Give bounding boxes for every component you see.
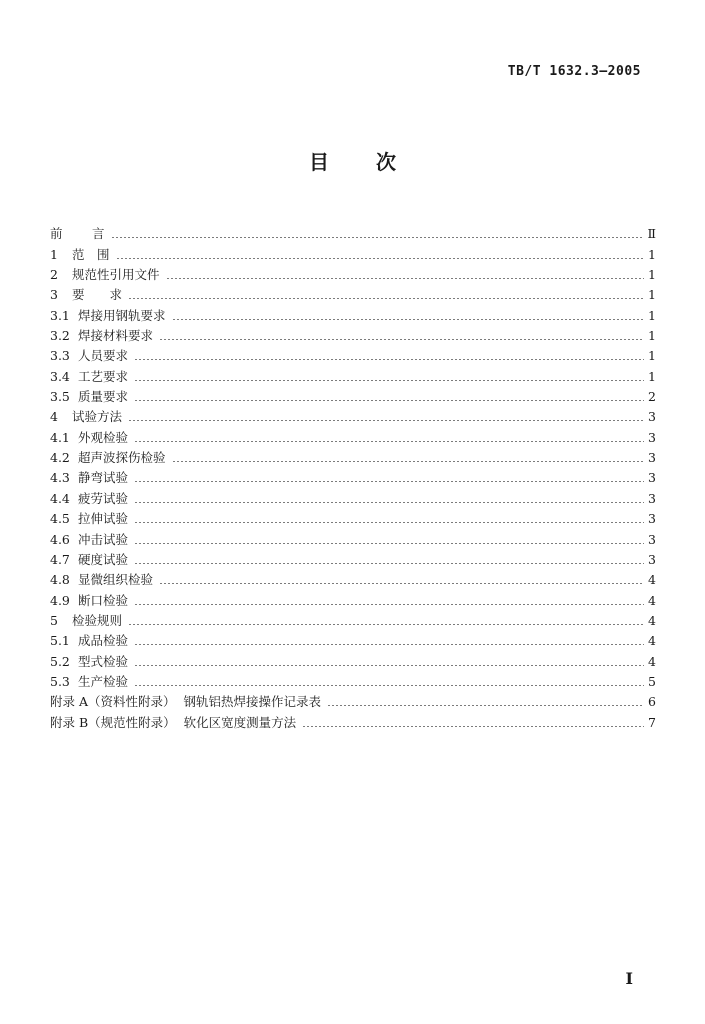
toc-entry-number: 5.3 bbox=[50, 673, 70, 689]
dot-leader bbox=[128, 624, 644, 625]
toc-entry-page: 1 bbox=[648, 348, 656, 364]
toc-entry[interactable] bbox=[50, 446, 656, 466]
toc-entry[interactable] bbox=[50, 425, 656, 445]
toc-entry-page: 2 bbox=[648, 389, 656, 405]
toc-entry-number: 3 bbox=[50, 287, 58, 303]
toc-entry-number: 3.3 bbox=[50, 348, 70, 364]
dot-leader bbox=[159, 583, 644, 584]
toc-entry[interactable] bbox=[50, 283, 656, 303]
toc-entry[interactable] bbox=[50, 568, 656, 588]
dot-leader bbox=[134, 604, 644, 605]
toc-entry-page: 1 bbox=[648, 328, 656, 344]
toc-entry-label: 言 bbox=[92, 226, 105, 242]
toc-entry[interactable] bbox=[50, 649, 656, 669]
toc-entry-page: Ⅱ bbox=[647, 226, 656, 242]
toc-entry[interactable] bbox=[50, 670, 656, 690]
toc-entry[interactable] bbox=[50, 629, 656, 649]
toc-entry-label: 硬度试验 bbox=[78, 551, 129, 567]
toc-entry-page: 1 bbox=[648, 246, 656, 262]
toc-entry-label: 冲击试验 bbox=[78, 531, 129, 547]
toc-entry-label: 试验方法 bbox=[72, 409, 123, 425]
toc-entry-label: 显微组织检验 bbox=[78, 572, 154, 588]
toc-entry[interactable] bbox=[50, 710, 656, 730]
dot-leader bbox=[134, 481, 644, 482]
dot-leader bbox=[134, 441, 644, 442]
document-id: TB/T 1632.3—2005 bbox=[507, 64, 641, 79]
dot-leader bbox=[172, 319, 644, 320]
toc-entry-number: 附录 B（规范性附录） bbox=[50, 714, 176, 730]
toc-entry-label: 拉伸试验 bbox=[78, 511, 129, 527]
dot-leader bbox=[134, 685, 644, 686]
dot-leader bbox=[134, 400, 644, 401]
toc-entry-page: 1 bbox=[648, 287, 656, 303]
toc-entry-number: 4.6 bbox=[50, 531, 70, 547]
toc-entry-label: 软化区宽度测量方法 bbox=[183, 714, 297, 730]
table-of-contents bbox=[50, 222, 656, 731]
toc-entry[interactable] bbox=[50, 303, 656, 323]
dot-leader bbox=[302, 726, 644, 727]
toc-entry-number: 4.5 bbox=[50, 511, 70, 527]
page-title bbox=[0, 146, 705, 175]
toc-entry-label: 规范性引用文件 bbox=[72, 267, 160, 283]
toc-entry-number: 3.1 bbox=[50, 307, 70, 323]
toc-entry-label: 人员要求 bbox=[78, 348, 129, 364]
toc-entry[interactable] bbox=[50, 527, 656, 547]
toc-entry[interactable] bbox=[50, 466, 656, 486]
toc-entry-number: 3.2 bbox=[50, 328, 70, 344]
toc-entry-label: 断口检验 bbox=[78, 592, 129, 608]
toc-entry[interactable] bbox=[50, 405, 656, 425]
toc-entry[interactable] bbox=[50, 486, 656, 506]
toc-entry-number: 1 bbox=[50, 246, 58, 262]
toc-entry-label: 范 围 bbox=[72, 246, 110, 262]
toc-entry-label: 焊接材料要求 bbox=[78, 328, 154, 344]
toc-entry[interactable] bbox=[50, 344, 656, 364]
toc-entry-number: 4.2 bbox=[50, 450, 70, 466]
toc-entry-number: 前 bbox=[50, 226, 63, 242]
page-number: I bbox=[625, 969, 633, 988]
toc-entry-number: 4.3 bbox=[50, 470, 70, 486]
toc-entry[interactable] bbox=[50, 690, 656, 710]
toc-entry-label: 静弯试验 bbox=[78, 470, 129, 486]
toc-entry-number: 2 bbox=[50, 267, 58, 283]
toc-entry-number: 5.1 bbox=[50, 633, 70, 649]
toc-entry[interactable] bbox=[50, 507, 656, 527]
toc-entry-number: 3.5 bbox=[50, 389, 70, 405]
toc-entry[interactable] bbox=[50, 242, 656, 262]
dot-leader bbox=[327, 705, 644, 706]
toc-entry[interactable] bbox=[50, 324, 656, 344]
dot-leader bbox=[134, 502, 644, 503]
toc-entry-page: 3 bbox=[648, 490, 656, 506]
toc-entry-label: 工艺要求 bbox=[78, 368, 129, 384]
toc-entry-number: 4.1 bbox=[50, 429, 70, 445]
toc-entry-label: 疲劳试验 bbox=[78, 490, 129, 506]
toc-entry-number: 3.4 bbox=[50, 368, 70, 384]
toc-entry-page: 3 bbox=[648, 409, 656, 425]
toc-entry-number: 4 bbox=[50, 409, 58, 425]
dot-leader bbox=[116, 258, 644, 259]
toc-entry-page: 4 bbox=[648, 592, 656, 608]
toc-entry-page: 1 bbox=[648, 267, 656, 283]
toc-entry-page: 3 bbox=[648, 470, 656, 486]
toc-entry-label: 超声波探伤检验 bbox=[78, 450, 166, 466]
dot-leader bbox=[159, 339, 644, 340]
toc-entry-page: 4 bbox=[648, 572, 656, 588]
dot-leader bbox=[128, 298, 644, 299]
toc-entry-page: 6 bbox=[648, 694, 656, 710]
toc-entry-label: 生产检验 bbox=[78, 673, 129, 689]
toc-entry-page: 4 bbox=[648, 653, 656, 669]
toc-entry[interactable] bbox=[50, 263, 656, 283]
toc-entry-page: 1 bbox=[648, 307, 656, 323]
toc-entry-number: 5 bbox=[50, 612, 58, 628]
toc-entry-number: 4.4 bbox=[50, 490, 70, 506]
dot-leader bbox=[166, 278, 644, 279]
toc-entry-page: 4 bbox=[648, 633, 656, 649]
toc-entry[interactable] bbox=[50, 385, 656, 405]
toc-entry-label: 成品检验 bbox=[78, 633, 129, 649]
dot-leader bbox=[134, 665, 644, 666]
toc-entry[interactable] bbox=[50, 548, 656, 568]
toc-entry-number: 4.9 bbox=[50, 592, 70, 608]
toc-entry-label: 外观检验 bbox=[78, 429, 129, 445]
toc-entry-page: 4 bbox=[648, 612, 656, 628]
toc-entry-label: 检验规则 bbox=[72, 612, 123, 628]
toc-entry[interactable] bbox=[50, 609, 656, 629]
title-char-1: 目 bbox=[309, 150, 330, 174]
dot-leader bbox=[128, 420, 644, 421]
toc-entry-label: 钢轨铝热焊接操作记录表 bbox=[183, 694, 322, 710]
toc-entry-page: 3 bbox=[648, 511, 656, 527]
toc-entry-page: 7 bbox=[648, 714, 656, 730]
toc-entry-label: 焊接用钢轨要求 bbox=[78, 307, 166, 323]
toc-entry-page: 3 bbox=[648, 531, 656, 547]
toc-entry[interactable] bbox=[50, 588, 656, 608]
toc-entry-page: 3 bbox=[648, 429, 656, 445]
dot-leader bbox=[134, 644, 644, 645]
toc-entry-page: 5 bbox=[648, 673, 656, 689]
toc-entry-number: 附录 A（资料性附录） bbox=[50, 694, 176, 710]
dot-leader bbox=[134, 522, 644, 523]
toc-entry-number: 4.7 bbox=[50, 551, 70, 567]
toc-entry-label: 质量要求 bbox=[78, 389, 129, 405]
dot-leader bbox=[111, 237, 644, 238]
toc-entry-page: 3 bbox=[648, 450, 656, 466]
dot-leader bbox=[172, 461, 644, 462]
toc-entry-number: 4.8 bbox=[50, 572, 70, 588]
toc-entry[interactable] bbox=[50, 222, 656, 242]
toc-entry-number: 5.2 bbox=[50, 653, 70, 669]
toc-entry-page: 1 bbox=[648, 368, 656, 384]
toc-entry[interactable] bbox=[50, 364, 656, 384]
toc-entry-label: 要 求 bbox=[72, 287, 123, 303]
title-char-2: 次 bbox=[375, 150, 396, 174]
toc-entry-page: 3 bbox=[648, 551, 656, 567]
dot-leader bbox=[134, 543, 644, 544]
dot-leader bbox=[134, 359, 644, 360]
dot-leader bbox=[134, 380, 644, 381]
toc-entry-label: 型式检验 bbox=[78, 653, 129, 669]
dot-leader bbox=[134, 563, 644, 564]
